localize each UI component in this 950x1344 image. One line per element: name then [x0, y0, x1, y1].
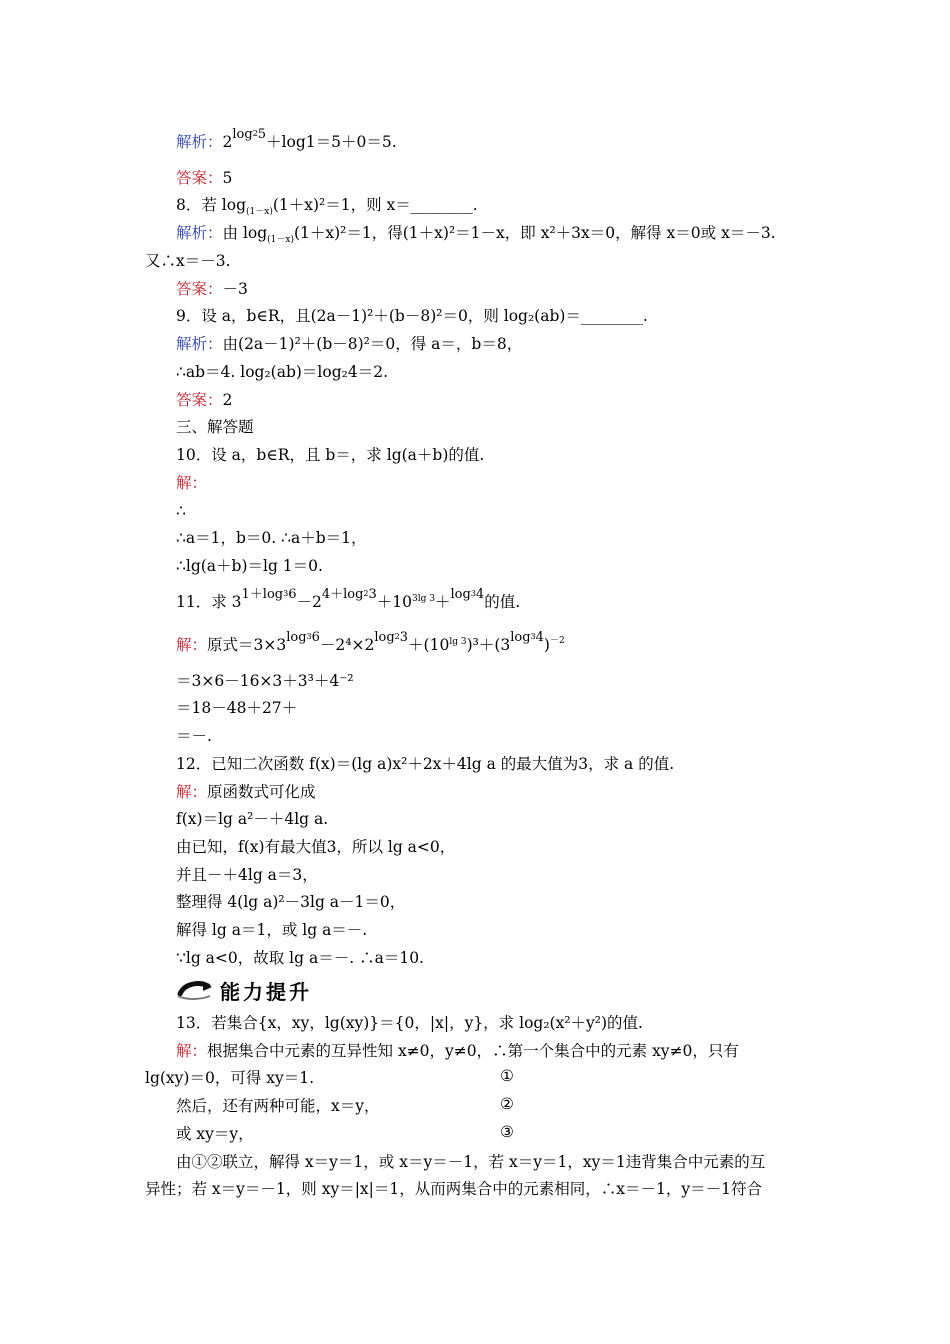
marker-2: ②: [500, 1095, 514, 1113]
solution-10-a: ∴: [176, 502, 186, 520]
banner-title: 能力提升: [220, 979, 312, 1004]
question-13: 13．若集合{x，xy，lg(xy)}＝{0，|x|，y}，求 log₂(x²＋y²)的值.: [176, 1014, 643, 1032]
answer-label: 答案：: [176, 169, 223, 187]
solution-13-c: 然后，还有两种可能，x＝y，: [176, 1097, 380, 1115]
section-heading: 三、解答题: [176, 418, 254, 436]
answer-line-8: 答案：－3: [176, 280, 248, 298]
solution-10-b: ∴a＝1，b＝0. ∴a＋b＝1，: [176, 529, 367, 547]
marker-3: ③: [500, 1123, 514, 1141]
solution-11-a: 解：原式$=3\times 3^{log36}-2^4\times 2^{log23}+(10^{lg 3})^3+(3^{log34})^{-2}$: [176, 630, 565, 654]
analysis-line-7: 解析：$2^{log25}+\log 1=5+0=5$.: [176, 127, 397, 151]
analysis-label: 解析：: [176, 133, 223, 151]
solution-11-c: ＝18－48＋27＋: [176, 699, 298, 717]
solution-13-d: 或 xy＝y，: [176, 1125, 254, 1143]
solution-11-b: ＝3×6－16×3＋3³＋4⁻²: [176, 672, 354, 690]
solution-13-e: 由①②联立，解得 x＝y＝1，或 x＝y＝－1，若 x＝y＝1，xy＝1违背集合中元素的互: [176, 1153, 766, 1171]
solution-13-f: 异性；若 x＝y＝－1，则 xy＝|x|＝1，从而两集合中的元素相同，∴x＝－1，y＝－1符合: [145, 1180, 762, 1198]
question-11: 11．求 $3^{1+log36}-2^{4+log23}+10^{3lg 3}+^{log34}$的值.: [176, 587, 521, 611]
solution-13-a: 解：根据集合中元素的互异性知 x≠0，y≠0，∴第一个集合中的元素 xy≠0，只有: [176, 1042, 739, 1060]
solution-12-d: 并且－＋4lg a＝3，: [176, 866, 318, 884]
analysis-line-8-cont: 又∴x＝－3.: [145, 252, 231, 270]
solution-12-g: ∵lg a<0，故取 lg a＝－. ∴a＝10.: [176, 949, 424, 967]
marker-1: ①: [500, 1067, 514, 1085]
solution-label-10: 解：: [176, 474, 208, 492]
solution-12-a: 解：原函数式可化成: [176, 783, 316, 801]
solution-10-c: ∴lg(a＋b)＝lg 1＝0.: [176, 557, 323, 575]
solution-13-b: lg(xy)＝0，可得 xy＝1.: [145, 1069, 315, 1087]
answer-line-9: 答案：2: [176, 391, 233, 409]
question-9: 9．设 a，b∈R，且(2a－1)²＋(b－8)²＝0，则 log₂(ab)＝________.: [176, 307, 648, 325]
question-12: 12．已知二次函数 f(x)＝(lg a)x²＋2x＋4lg a 的最大值为3，求 a 的值.: [176, 755, 675, 773]
question-10: 10．设 a，b∈R，且 b＝，求 lg(a＋b)的值.: [176, 446, 485, 464]
solution-12-f: 解得 lg a＝1，或 lg a＝－.: [176, 921, 368, 939]
analysis-label: 解析：: [176, 224, 223, 242]
curved-arrow-icon: [176, 978, 214, 1002]
solution-11-d: ＝－.: [176, 727, 212, 745]
solution-12-b: f(x)＝lg a²－＋4lg a.: [176, 810, 329, 828]
analysis-line-8: 解析：由 $\log_{(1-x)}(1+x)^2=1$，得(1＋x)²＝1－x，即 x²＋3x＝0，解得 x＝0或 x＝－3.: [176, 224, 776, 246]
analysis-line-9: 解析：由(2a－1)²＋(b－8)²＝0，得 a＝，b＝8，: [176, 335, 523, 353]
section-banner: [176, 975, 312, 1005]
solution-12-c: 由已知，f(x)有最大值3，所以 lg a<0，: [176, 838, 456, 856]
question-8: 8．若 $\log_{(1-x)}(1+x)^2=1$，则 x＝________.: [176, 196, 478, 218]
analysis-line-9b: ∴ab＝4. log₂(ab)＝log₂4＝2.: [176, 363, 388, 381]
answer-line-7: 答案：5: [176, 169, 233, 187]
solution-12-e: 整理得 4(lg a)²－3lg a－1＝0，: [176, 893, 406, 911]
